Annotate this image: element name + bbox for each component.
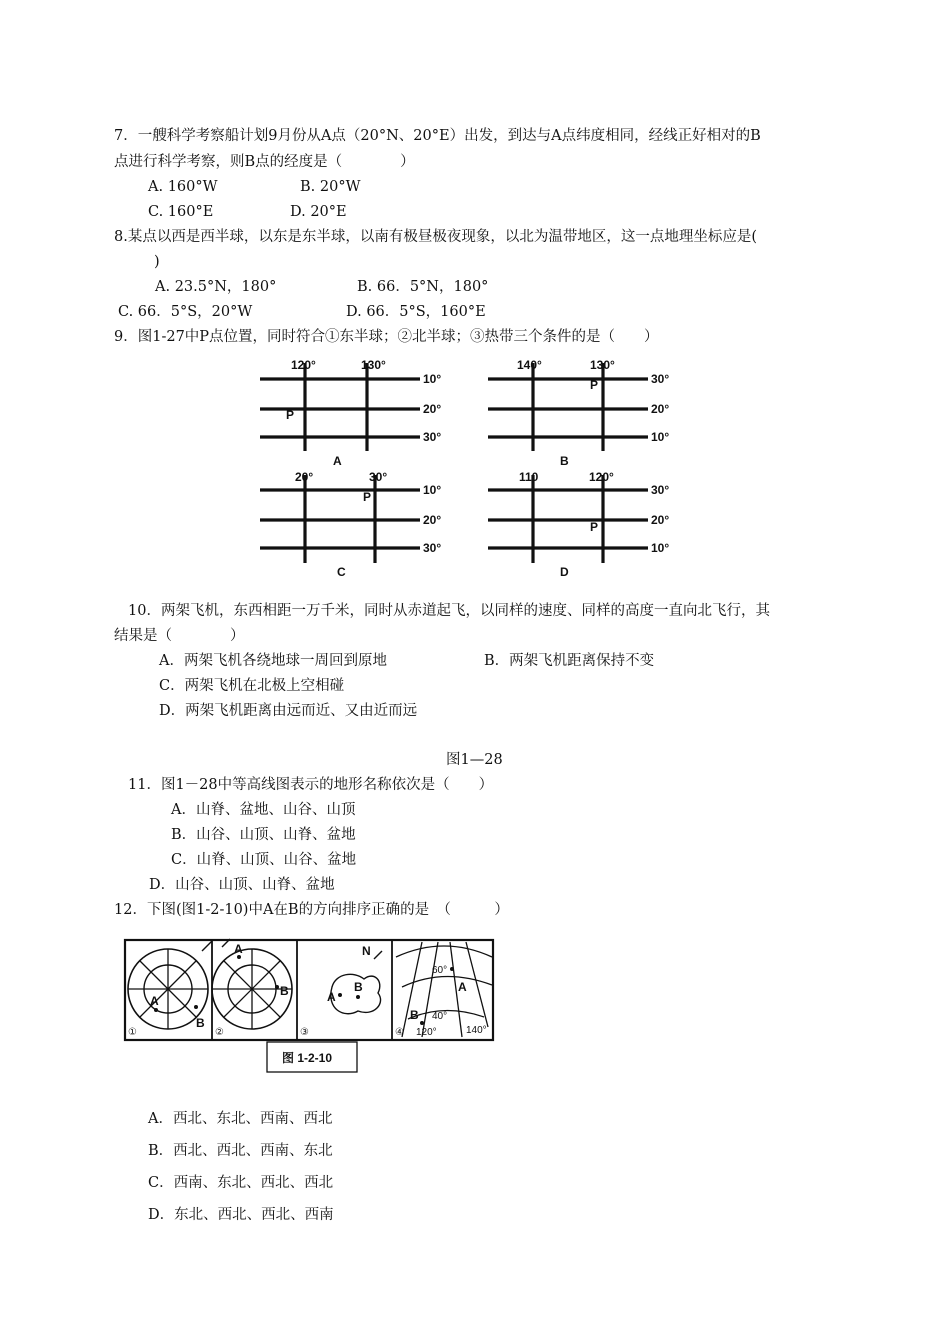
fig-panel-num-1: ①	[128, 1027, 137, 1038]
grid-c-label: C	[337, 565, 346, 579]
grid-c-lon-2: 30°	[369, 470, 388, 484]
fig-panel-num-3: ③	[300, 1027, 309, 1038]
fig-1-2-10-caption: 图 1-2-10	[282, 1051, 333, 1065]
grid-b-point-p: P	[590, 378, 599, 392]
grid-d-lat-1: 30°	[651, 483, 670, 497]
fig-p3-point-a: A	[327, 990, 336, 1004]
q11-option-c: C．山脊、山顶、山谷、盆地	[171, 852, 357, 868]
q12-option-c: C．西南、东北、西北、西北	[148, 1175, 334, 1191]
grid-a-lat-1: 10°	[423, 372, 442, 386]
grid-c-lon-1: 20°	[295, 470, 314, 484]
q8-option-d: D. 66．5°S，160°E	[346, 304, 486, 320]
grid-c-lat-3: 30°	[423, 541, 442, 555]
fig-p3-north: N	[362, 944, 371, 958]
q11-option-b: B．山谷、山顶、山脊、盆地	[171, 827, 356, 843]
figure-1-2-10	[122, 937, 502, 1077]
fig-p4-point-a: A	[458, 980, 467, 994]
fig-p4-lat-40: 40°	[432, 1011, 448, 1022]
q10-stem-line2: 结果是（ ）	[114, 628, 245, 644]
q10-stem-line1: 10．两架飞机，东西相距一万千米，同时从赤道起飞，以同样的速度、同样的高度一直向北飞行，其	[128, 603, 770, 619]
fig-p1-point-a: A	[150, 994, 159, 1008]
q7-option-a: A. 160°W	[148, 179, 218, 195]
q11-option-a: A．山脊、盆地、山谷、山顶	[171, 802, 356, 818]
fig-p3-point-b: B	[354, 980, 363, 994]
q12-stem: 12．下图(图1-2-10)中A在B的方向排序正确的是 （ ）	[114, 902, 509, 918]
q7-stem-line1: 7．一艘科学考察船计划9月份从A点（20°N、20°E）出发，到达与A点纬度相同，经线正好相对的B	[114, 128, 761, 144]
grid-d-lat-3: 10°	[651, 541, 670, 555]
grid-c-point-p: P	[363, 490, 372, 504]
grid-b-lat-1: 30°	[651, 372, 670, 386]
q12-option-b: B．西北、西北、西南、东北	[148, 1143, 333, 1159]
q7-option-b: B. 20°W	[300, 179, 361, 195]
q8-option-b: B. 66．5°N，180°	[357, 279, 489, 295]
grid-b-lon-2: 130°	[590, 358, 615, 372]
fig-p1-point-b: B	[196, 1016, 205, 1030]
q7-stem-line2: 点进行科学考察，则B点的经度是（ ）	[114, 154, 415, 170]
grid-b-label: B	[560, 454, 569, 468]
q7-option-d: D. 20°E	[290, 204, 347, 220]
q8-stem-line1: 8.某点以西是西半球，以东是东半球，以南有极昼极夜现象，以北为温带地区，这一点地理坐标应是(	[114, 229, 757, 245]
q12-option-a: A．西北、东北、西南、西北	[148, 1111, 333, 1127]
grid-a-lat-3: 30°	[423, 430, 442, 444]
fig-panel-num-2: ②	[215, 1027, 224, 1038]
figure-1-28-caption: 图1—28	[446, 752, 503, 768]
figure-1-27-grids	[255, 355, 695, 580]
grid-d-point-p: P	[590, 520, 599, 534]
grid-a-lon-1: 120°	[291, 358, 316, 372]
grid-a-lat-2: 20°	[423, 402, 442, 416]
grid-d-lon-2: 120°	[589, 470, 614, 484]
fig-p4-point-b: B	[410, 1008, 419, 1022]
q9-stem: 9．图1-27中P点位置，同时符合①东半球；②北半球；③热带三个条件的是（ ）	[114, 329, 659, 345]
fig-p4-lon-120: 120°	[416, 1027, 437, 1038]
q10-option-c: C．两架飞机在北极上空相碰	[159, 678, 345, 694]
fig-panel-num-4: ④	[395, 1027, 404, 1038]
q12-option-d: D．东北、西北、西北、西南	[148, 1207, 334, 1223]
grid-d-label: D	[560, 565, 569, 579]
fig-p2-point-b: B	[280, 984, 289, 998]
grid-b-lon-1: 140°	[517, 358, 542, 372]
q10-option-d: D．两架飞机距离由远而近、又由近而远	[159, 703, 418, 719]
q11-stem: 11．图1－28中等高线图表示的地形名称依次是（ ）	[128, 777, 494, 793]
grid-a-label: A	[333, 454, 342, 468]
grid-a-point-p: P	[286, 408, 295, 422]
q8-stem-line2: )	[154, 254, 160, 270]
q8-option-c: C. 66．5°S，20°W	[118, 304, 253, 320]
fig-p4-lon-140: 140°	[466, 1025, 487, 1036]
grid-d-lat-2: 20°	[651, 513, 670, 527]
fig-p2-point-a: A	[234, 942, 243, 956]
q11-option-d: D．山谷、山顶、山脊、盆地	[149, 877, 335, 893]
q10-option-b: B．两架飞机距离保持不变	[484, 653, 655, 669]
q7-option-c: C. 160°E	[148, 204, 214, 220]
grid-d-lon-1: 110	[519, 470, 539, 484]
q10-option-a: A．两架飞机各绕地球一周回到原地	[159, 653, 387, 669]
fig-p4-lat-60: 60°	[432, 965, 448, 976]
grid-b-lat-2: 20°	[651, 402, 670, 416]
grid-c-lat-1: 10°	[423, 483, 442, 497]
grid-c-lat-2: 20°	[423, 513, 442, 527]
grid-a-lon-2: 130°	[361, 358, 386, 372]
q8-option-a: A. 23.5°N，180°	[155, 279, 277, 295]
grid-b-lat-3: 10°	[651, 430, 670, 444]
